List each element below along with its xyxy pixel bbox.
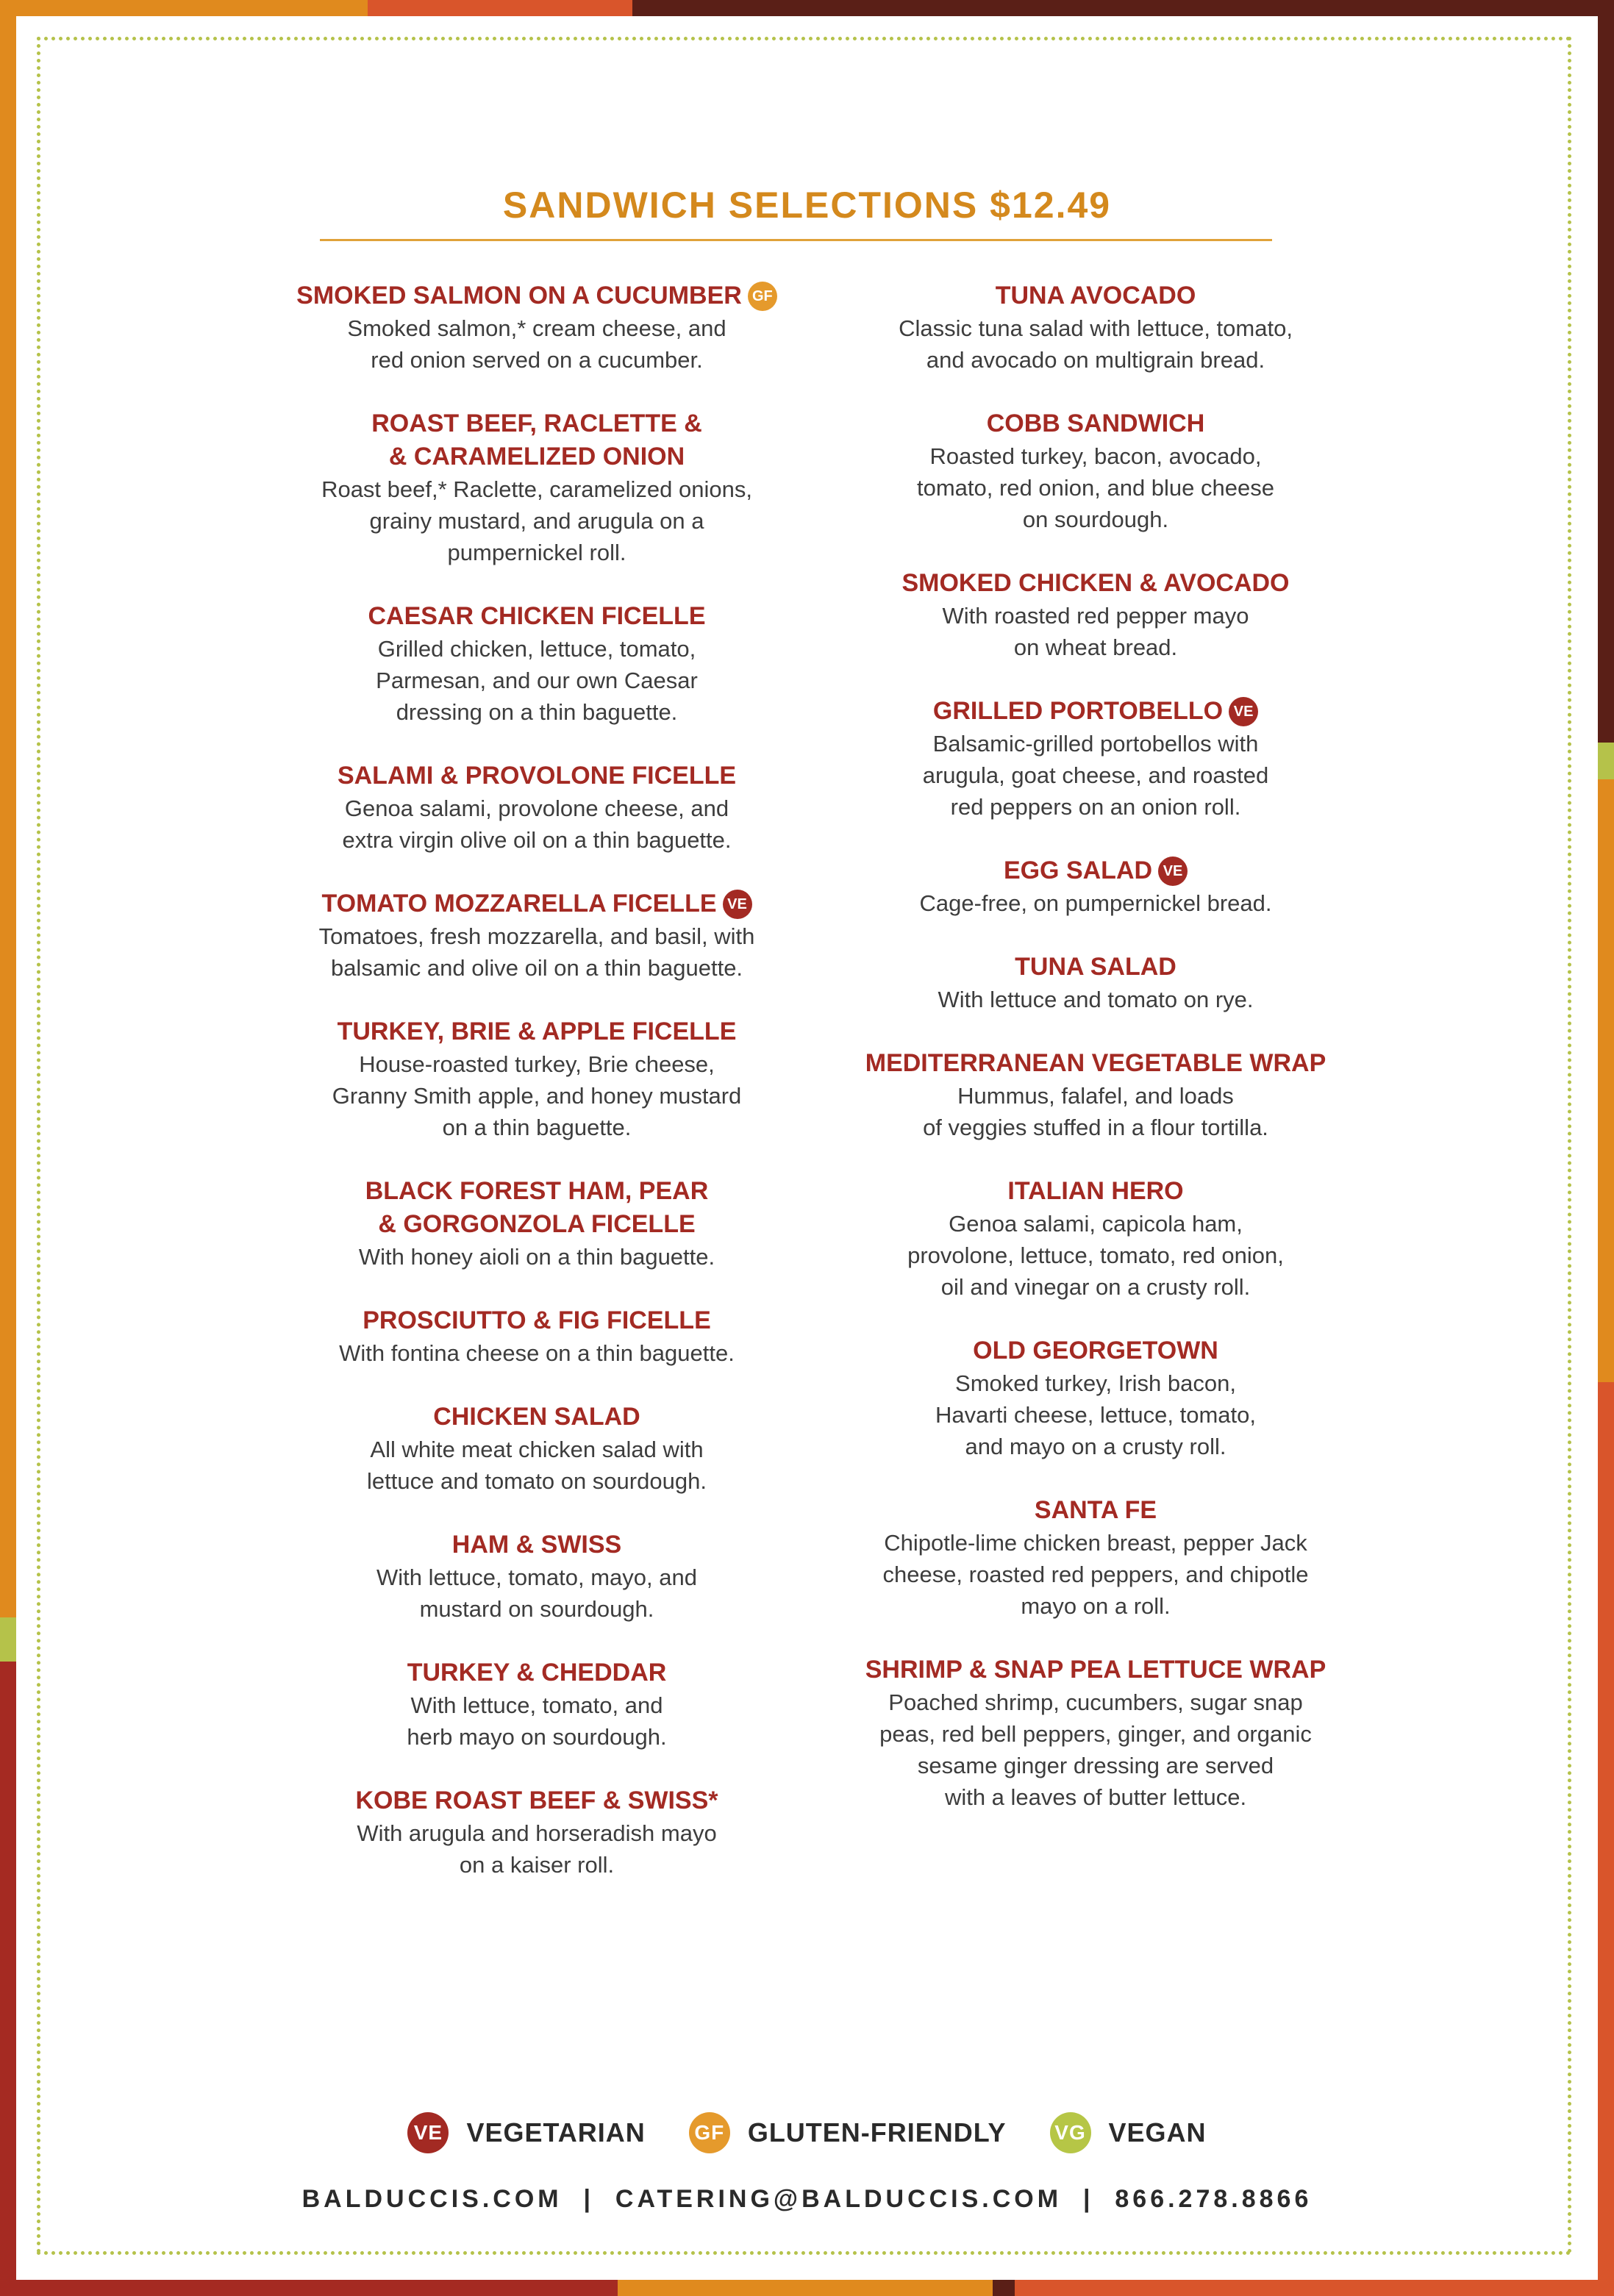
menu-item-description: All white meat chicken salad with lettuce and tomato on sourdough. [367, 1437, 707, 1494]
frame-bottom-red [0, 2280, 618, 2296]
menu-item-title: ROAST BEEF, RACLETTE & & CARAMELIZED ONION [371, 410, 702, 471]
menu-item-description: Smoked turkey, Irish bacon, Havarti cheese, lettuce, tomato, and mayo on a crusty roll. [935, 1370, 1256, 1459]
menu-item-name [838, 279, 1353, 312]
menu-item-name [838, 407, 1353, 440]
menu-item-title: TURKEY & CHEDDAR [407, 1659, 667, 1687]
vegetarian-badge-icon: VE [1158, 856, 1188, 886]
menu-item [279, 1015, 794, 1143]
menu-item-title: KOBE ROAST BEEF & SWISS* [355, 1787, 718, 1814]
legend-item-vegan [1050, 2112, 1207, 2153]
menu-item-description: With lettuce, tomato, mayo, and mustard on sourdough. [376, 1564, 697, 1622]
menu-item-title: CHICKEN SALAD [433, 1403, 640, 1431]
menu-item [838, 854, 1353, 919]
menu-item-description: With lettuce, tomato, and herb mayo on sourdough. [407, 1692, 667, 1750]
frame-top-orange [0, 0, 368, 16]
vegan-badge-icon: VG [1050, 2112, 1091, 2153]
menu-item-name [279, 887, 794, 920]
menu-item-title: SMOKED CHICKEN & AVOCADO [901, 569, 1290, 597]
menu-item-description: Hummus, falafel, and loads of veggies stuffed in a flour tortilla. [923, 1083, 1268, 1140]
menu-item-name [279, 600, 794, 633]
menu-item [838, 1494, 1353, 1622]
legend-label: GLUTEN-FRIENDLY [747, 2117, 1007, 2147]
menu-item-description: Roast beef,* Raclette, caramelized onions, grainy mustard, and arugula on a pumpernickel roll. [321, 476, 752, 565]
frame-left-green [0, 1617, 16, 1662]
frame-bottom-brown [993, 2280, 1015, 2296]
menu-item-title: SALAMI & PROVOLONE FICELLE [337, 762, 737, 790]
menu-item [279, 1401, 794, 1497]
menu-column-right [838, 279, 1353, 1845]
menu-item-description: Roasted turkey, bacon, avocado, tomato, red onion, and blue cheese on sourdough. [916, 443, 1274, 532]
frame-top-red [368, 0, 632, 16]
frame-right-red [1598, 1382, 1614, 2296]
menu-item [838, 1334, 1353, 1462]
title-underline [320, 239, 1272, 241]
menu-item-title: GRILLED PORTOBELLO [932, 697, 1224, 725]
menu-item-name [838, 1047, 1353, 1080]
menu-item [838, 567, 1353, 663]
frame-right-orange [1598, 779, 1614, 1382]
gluten-friendly-badge-icon: GF [689, 2112, 730, 2153]
menu-item-name [838, 1334, 1353, 1367]
menu-item-title: TURKEY, BRIE & APPLE FICELLE [337, 1018, 737, 1045]
dietary-legend [0, 2112, 1614, 2153]
menu-item [279, 1784, 794, 1881]
frame-right-brown [1598, 0, 1614, 743]
menu-item [279, 887, 794, 984]
menu-item [838, 279, 1353, 376]
menu-item-name [279, 1528, 794, 1562]
menu-item-title: MEDITERRANEAN VEGETABLE WRAP [865, 1049, 1326, 1077]
legend-item-gluten-friendly [689, 2112, 1007, 2153]
menu-item-description: With fontina cheese on a thin baguette. [339, 1340, 735, 1366]
menu-item [279, 1304, 794, 1369]
menu-item-description: Balsamic-grilled portobellos with arugula, goat cheese, and roasted red peppers on an onion roll. [922, 731, 1269, 820]
menu-item [279, 1175, 794, 1273]
menu-item-description: With roasted red pepper mayo on wheat bread. [942, 603, 1249, 660]
menu-item-title: COBB SANDWICH [986, 410, 1205, 437]
menu-item-description: With honey aioli on a thin baguette. [358, 1244, 715, 1270]
frame-right-green [1598, 743, 1614, 779]
menu-item-name [279, 1784, 794, 1817]
menu-item [838, 1653, 1353, 1813]
menu-item-name [838, 1653, 1353, 1687]
vegetarian-badge-icon: VE [1229, 697, 1258, 726]
menu-item-name [279, 1304, 794, 1337]
menu-item-title: OLD GEORGETOWN [973, 1337, 1218, 1365]
page-title: SANDWICH SELECTIONS $12.49 [502, 185, 1112, 226]
menu-item-name [838, 695, 1353, 728]
menu-item [279, 600, 794, 728]
vegetarian-badge-icon: VE [407, 2112, 449, 2153]
menu-item-name [279, 1401, 794, 1434]
menu-item-title: TOMATO MOZZARELLA FICELLE [321, 890, 717, 918]
menu-item-description: Chipotle-lime chicken breast, pepper Jack cheese, roasted red peppers, and chipotle mayo on a roll. [882, 1530, 1309, 1619]
menu-item [838, 951, 1353, 1015]
menu-item-title: TUNA AVOCADO [995, 282, 1196, 310]
menu-item-name [838, 854, 1353, 887]
menu-item-description: Grilled chicken, lettuce, tomato, Parmesan, and our own Caesar dressing on a thin baguette. [376, 636, 698, 725]
frame-left-orange [0, 0, 16, 1617]
menu-item-title: BLACK FOREST HAM, PEAR & GORGONZOLA FICELLE [365, 1177, 709, 1238]
menu-item-name [279, 759, 794, 793]
contact-footer: BALDUCCIS.COM | CATERING@BALDUCCIS.COM | 866.278.8866 [301, 2185, 1313, 2213]
menu-item-description: With lettuce and tomato on rye. [938, 987, 1254, 1012]
legend-item-vegetarian [407, 2112, 645, 2153]
menu-item-description: Tomatoes, fresh mozzarella, and basil, with balsamic and olive oil on a thin baguette. [318, 923, 755, 981]
legend-label: VEGETARIAN [466, 2117, 646, 2147]
menu-item [279, 1528, 794, 1625]
menu-item-description: Genoa salami, capicola ham, provolone, lettuce, tomato, red onion, oil and vinegar on a crusty roll. [907, 1211, 1284, 1300]
menu-item-name [838, 951, 1353, 984]
menu-item-description: With arugula and horseradish mayo on a kaiser roll. [357, 1820, 717, 1878]
menu-item-description: House-roasted turkey, Brie cheese, Granny Smith apple, and honey mustard on a thin baguette. [332, 1051, 742, 1140]
menu-item-title: HAM & SWISS [451, 1531, 622, 1559]
menu-item [838, 407, 1353, 535]
menu-item [279, 759, 794, 856]
menu-item-name [279, 279, 794, 312]
vegetarian-badge-icon: VE [723, 890, 752, 919]
menu-item-title: TUNA SALAD [1015, 953, 1176, 981]
menu-item-title: PROSCIUTTO & FIG FICELLE [363, 1306, 711, 1334]
menu-item-title: CAESAR CHICKEN FICELLE [368, 602, 706, 630]
menu-item [838, 1047, 1353, 1143]
legend-label: VEGAN [1108, 2117, 1207, 2147]
menu-item-title: ITALIAN HERO [1007, 1177, 1184, 1205]
menu-item-description: Genoa salami, provolone cheese, and extra virgin olive oil on a thin baguette. [342, 795, 732, 853]
menu-item-name [838, 1175, 1353, 1208]
menu-item [838, 695, 1353, 823]
menu-item-name [279, 1656, 794, 1689]
menu-item-description: Poached shrimp, cucumbers, sugar snap peas, red bell peppers, ginger, and organic sesame ginger dressing are served with a leaves of butter lettuce. [879, 1689, 1312, 1810]
menu-item [838, 1175, 1353, 1303]
menu-item-name [838, 1494, 1353, 1527]
menu-item-title: EGG SALAD [1003, 856, 1153, 884]
menu-item-title: SANTA FE [1034, 1496, 1157, 1524]
menu-item-name [279, 407, 794, 473]
menu-item-description: Classic tuna salad with lettuce, tomato, and avocado on multigrain bread. [899, 315, 1293, 373]
menu-column-left [279, 279, 794, 1912]
menu-item-name [279, 1015, 794, 1048]
menu-item-name [279, 1175, 794, 1241]
menu-item [279, 1656, 794, 1753]
frame-bottom-orange [618, 2280, 993, 2296]
menu-item [279, 279, 794, 376]
menu-item-name [838, 567, 1353, 600]
menu-item-title: SMOKED SALMON ON A CUCUMBER [296, 282, 742, 310]
frame-bottom-red-right [1015, 2280, 1614, 2296]
gluten-friendly-badge-icon: GF [748, 282, 777, 311]
menu-item-description: Cage-free, on pumpernickel bread. [919, 890, 1272, 916]
frame-top-brown [632, 0, 1614, 16]
menu-item [279, 407, 794, 568]
menu-item-title: SHRIMP & SNAP PEA LETTUCE WRAP [865, 1656, 1326, 1684]
menu-item-description: Smoked salmon,* cream cheese, and red onion served on a cucumber. [347, 315, 726, 373]
